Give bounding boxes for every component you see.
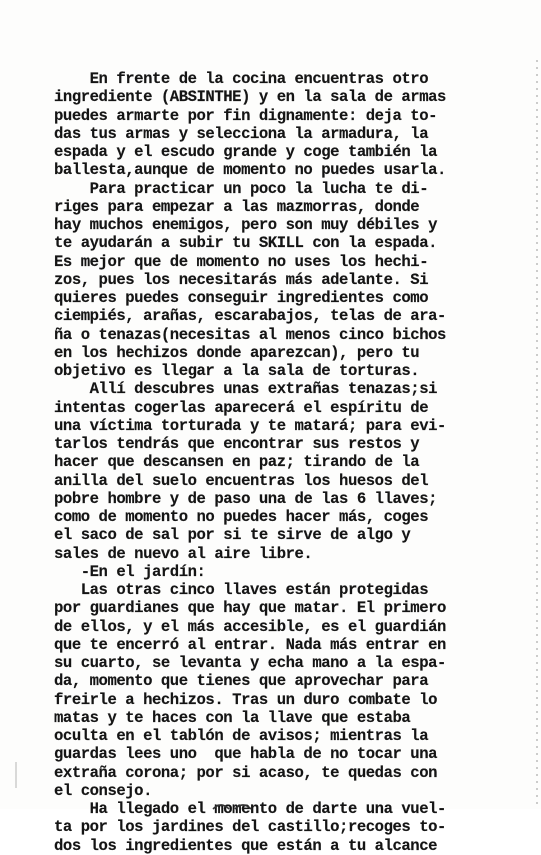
text-line: Para practicar un poco la lucha te di- <box>54 179 429 198</box>
text-line: ballesta,aunque de momento no puedes usarla. <box>54 161 446 180</box>
text-line: puedes armarte por fin dignamente: deja to- <box>54 106 438 125</box>
text-line: el consejo. <box>54 781 152 800</box>
text-line: Allí descubres unas extrañas tenazas;si <box>54 380 438 399</box>
text-line: intentas cogerlas aparecerá el espíritu de <box>54 398 429 417</box>
text-line: Es mejor que de momento no uses los hechi- <box>54 252 429 271</box>
body-text <box>54 70 466 855</box>
text-line: como de momento no puedes hacer más, coges <box>54 508 429 526</box>
text-line: da, momento que tienes que aprovechar para <box>54 672 429 691</box>
text-line: ta por los jardines del castillo;recoges to- <box>54 818 446 837</box>
text-line: -En el jardín: <box>54 562 206 581</box>
page-number-fragment <box>205 799 259 811</box>
text-line: tarlos tendrás que encontrar sus restos y <box>54 435 420 453</box>
text-line: quieres puedes conseguir ingredientes como <box>54 289 429 307</box>
text-line: das tus armas y selecciona la armadura, la <box>54 124 429 143</box>
text-line: una víctima torturada y te matará; para evi- <box>54 416 446 435</box>
text-line: ingrediente (ABSINTHE) y en la sala de armas <box>54 88 446 107</box>
text-line: hacer que descansen en paz; tirando de la <box>54 453 420 472</box>
text-line: en los hechizos donde aparezcan), pero tu <box>54 343 420 362</box>
text-line: Ha llegado el momento de darte una vuel- <box>54 800 446 818</box>
text-line: de ellos, y el más accesible, es el guardián <box>54 617 446 636</box>
text-line: En frente de la cocina encuentras otro <box>54 70 429 88</box>
text-line: espada y el escudo grande y coge también la <box>54 143 438 161</box>
text-line: por guardianes que hay que matar. El primero <box>54 599 446 618</box>
text-line: zos, pues los necesitarás más adelante. Si <box>54 270 429 289</box>
text-line: ciempiés, arañas, escarabajos, telas de ara- <box>54 307 446 326</box>
text-line: anilla del suelo encuentras los huesos del <box>54 471 429 490</box>
text-line: su cuarto, se levanta y echa mano a la espa- <box>54 654 446 672</box>
text-line: riges para empezar a las mazmorras, donde <box>54 197 420 216</box>
text-line: ña o tenazas(necesitas al menos cinco bichos <box>54 325 446 344</box>
page-edge-mark <box>532 60 541 809</box>
text-line: extraña corona; por si acaso, te quedas con <box>54 763 438 782</box>
text-line: objetivo es llegar a la sala de torturas. <box>54 362 420 380</box>
text-line: pobre hombre y de paso una de las 6 llaves; <box>54 489 438 508</box>
text-line: matas y te haces con la llave que estaba <box>54 708 411 727</box>
text-line: te ayudarán a subir tu SKILL con la espada. <box>54 234 438 253</box>
text-line: sales de nuevo al aire libre. <box>54 544 313 563</box>
text-line: el saco de sal por si te sirve de algo y <box>54 526 411 545</box>
text-line: que te encerró al entrar. Nada más entrar en <box>54 635 446 654</box>
text-line: hay muchos enemigos, pero son muy débiles y <box>54 216 438 234</box>
text-line: oculta en el tablón de avisos; mientras la <box>54 727 429 745</box>
text-line: freirle a hechizos. Tras un duro combate lo <box>54 690 438 709</box>
text-line: dos los ingredientes que están a tu alcance <box>54 836 438 855</box>
text-line: guardas lees uno que habla de no tocar una <box>54 745 438 764</box>
margin-tick-mark <box>10 760 22 790</box>
text-line: Las otras cinco llaves están protegidas <box>54 581 429 599</box>
